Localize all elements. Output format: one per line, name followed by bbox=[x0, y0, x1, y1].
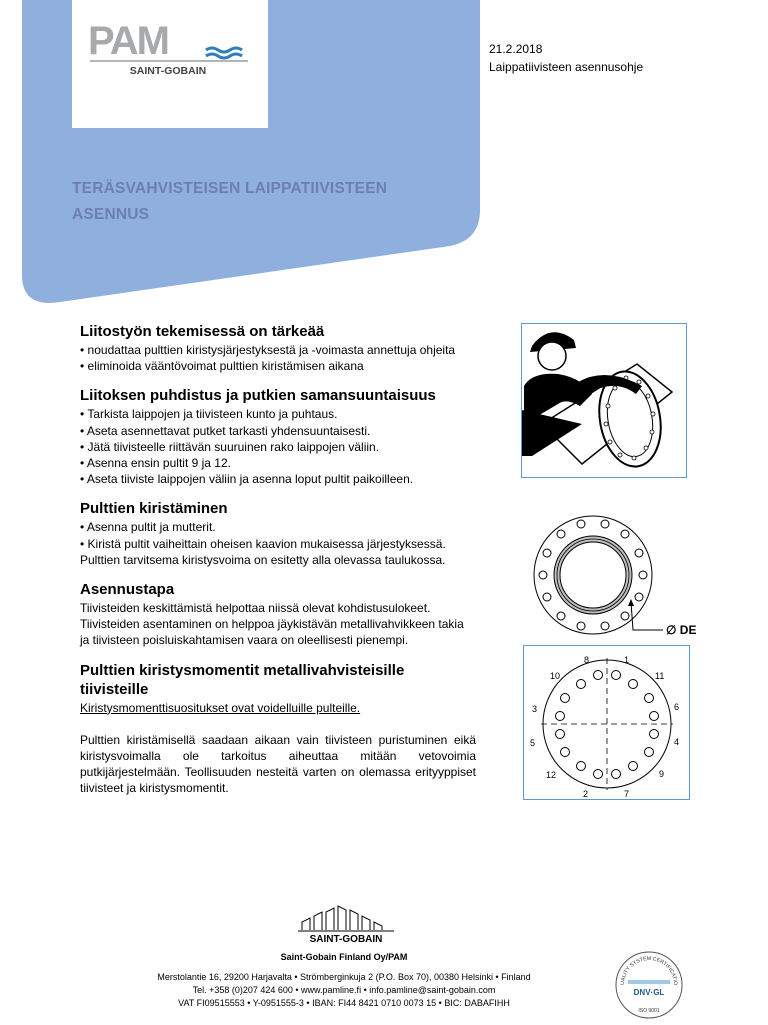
list-item: • Aseta tiiviste laippojen väliin ja asenna loput pultit paikoilleen. bbox=[80, 471, 476, 487]
dnv-certification-badge bbox=[614, 950, 684, 1025]
list-item: • Kiristä pultit vaiheittain oheisen kaavion mukaisessa järjestyksessä. Pulttien tarvitsema kiristysvoima on esitetty alla olevassa taulukossa. bbox=[80, 536, 476, 568]
cert-arc-text: UALITY SYSTEM CERTIFICATIO bbox=[619, 956, 679, 986]
section-text: Tiivisteiden keskittämistä helpottaa niissä olevat kohdistusulokeet. Tiivisteiden asentaminen on helppoa jäykistävän metallivahvikkeen takia ja tiivisteen poisluiskahtamisen vaara on oleellisesti pienempi. bbox=[80, 601, 464, 648]
bolt-order-diagram bbox=[523, 645, 690, 800]
logo-sub-text: SAINT-GOBAIN bbox=[129, 65, 207, 77]
footer-address: Merstolantie 16, 29200 Harjavalta • Strömberginkuja 2 (P.O. Box 70), 00380 Helsinki • Finland bbox=[157, 972, 531, 982]
bolt-number-2: 2 bbox=[583, 789, 589, 799]
section-heading: Liitoksen puhdistus ja putkien samansuuntaisuus bbox=[80, 387, 436, 405]
section-text: Pulttien kiristämisellä saadaan aikaan vain tiivisteen puristuminen eikä kiristysvoimalla ole tarkoitus aiheuttaa mitään vetovoimia putkijärjestelmään. Teollisuuden nesteitä varten on olemassa erityyppiset tiivisteet ja kiristysmomentit. bbox=[80, 732, 476, 796]
installation-illustration bbox=[521, 323, 687, 478]
page-title bbox=[72, 176, 432, 228]
bolt-number-5: 5 bbox=[530, 738, 536, 748]
section-cleaning bbox=[80, 386, 476, 487]
logo-main-text: PAM bbox=[88, 20, 168, 63]
section-heading: Pulttien kiristäminen bbox=[80, 500, 228, 518]
list-item: • Jätä tiivisteelle riittävän suuruinen rako laippojen väliin. bbox=[80, 439, 476, 455]
bolt-number-11: 11 bbox=[655, 671, 665, 681]
document-date: 21.2.2018 bbox=[489, 42, 543, 56]
section-heading: Asennustapa bbox=[80, 581, 175, 599]
list-item: • Aseta asennettavat putket tarkasti yhdensuuntaisesti. bbox=[80, 423, 476, 439]
document-subtitle: Laippatiivisteen asennusohje bbox=[489, 60, 644, 74]
footer-logo-text: SAINT-GOBAIN bbox=[309, 934, 383, 945]
cert-logo-text: DNV·GL bbox=[633, 988, 665, 997]
section-tightening bbox=[80, 499, 476, 568]
bolt-number-1: 1 bbox=[624, 655, 630, 665]
torque-note: Kiristysmomenttisuositukset ovat voidelluille pulteille. bbox=[80, 700, 361, 715]
footer-contact: Tel. +358 (0)207 424 600 • www.pamline.fi • info.pamline@saint-gobain.com bbox=[192, 985, 496, 995]
bolt-number-7: 7 bbox=[624, 789, 630, 799]
footer-vat: VAT FI09515553 • Y-0951555-3 • IBAN: FI44 8421 0710 0073 15 • BIC: DABAFIHH bbox=[178, 998, 510, 1008]
section-torque bbox=[80, 661, 476, 797]
title-line-2: ASENNUS bbox=[72, 206, 150, 223]
title-line-1: TERÄSVAHVISTEISEN LAIPPATIIVISTEEN bbox=[72, 180, 388, 197]
bolt-number-4: 4 bbox=[674, 737, 680, 747]
section-installation bbox=[80, 580, 476, 649]
section-heading: Liitostyön tekemisessä on tärkeää bbox=[80, 323, 325, 340]
footer-company: Saint-Gobain Finland Oy/PAM bbox=[280, 952, 408, 962]
list-item: • eliminoida vääntövoimat pulttien kiristämisen aikana bbox=[80, 358, 476, 374]
main-content bbox=[80, 322, 476, 809]
pam-logo bbox=[88, 20, 250, 85]
list-item: • Asenna pultit ja mutterit. bbox=[80, 519, 476, 535]
gasket-diameter-label: ∅ DE bbox=[666, 623, 697, 637]
list-item: • Tarkista laippojen ja tiivisteen kunto ja puhtaus. bbox=[80, 406, 476, 422]
bolt-number-9: 9 bbox=[659, 769, 665, 779]
bolt-number-6: 6 bbox=[674, 702, 680, 712]
bolt-number-10: 10 bbox=[550, 671, 561, 681]
bolt-number-3: 3 bbox=[532, 704, 538, 714]
bolt-number-8: 8 bbox=[584, 655, 590, 665]
list-item: • noudattaa pulttien kiristysjärjestyksestä ja -voimasta annettuja ohjeita bbox=[80, 342, 476, 358]
bolt-number-12: 12 bbox=[546, 770, 557, 780]
saint-gobain-logo bbox=[296, 904, 396, 951]
list-item: • Asenna ensin pultit 9 ja 12. bbox=[80, 455, 476, 471]
gasket-illustration bbox=[533, 512, 708, 649]
section-heading: Pulttien kiristysmomentit metallivahvisteisille tiivisteille bbox=[80, 661, 405, 698]
cert-iso-text: ISO 9001 bbox=[638, 1008, 660, 1014]
section-importance bbox=[80, 322, 476, 374]
